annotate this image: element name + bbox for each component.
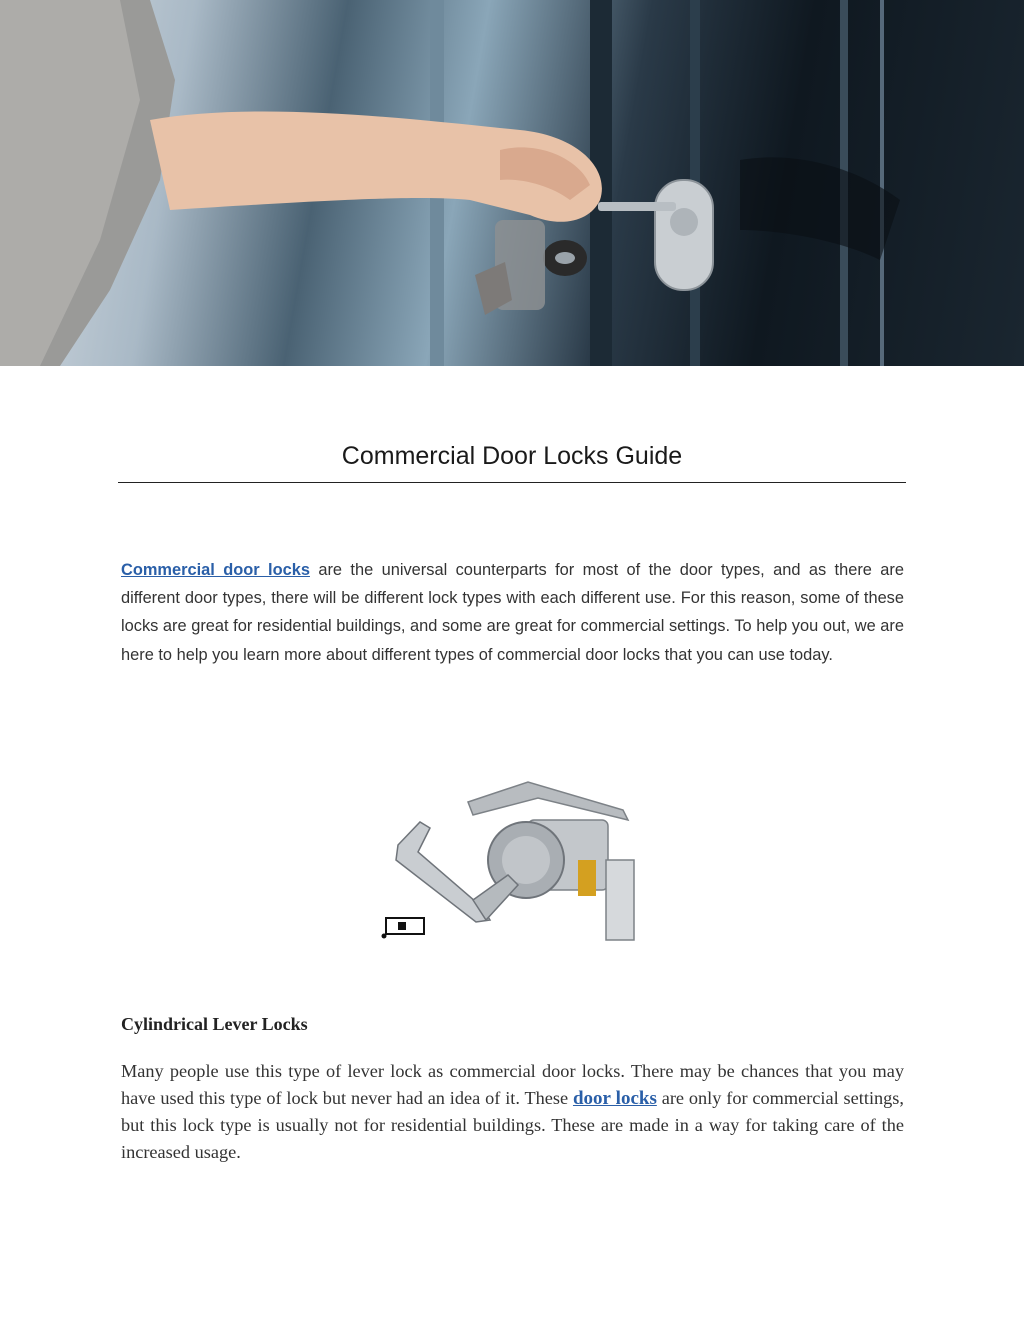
section-paragraph: [121, 1058, 904, 1166]
lever-symbol-icon: [382, 918, 425, 939]
hero-illustration: [0, 0, 1024, 366]
intro-text: are the universal counterparts for most of the door types, and as there are different door types, there will be different lock types with each different use. For this reason, some of these locks are great for residential buildings, and some are great for commercial settings. To help you out, we are here to help you learn more about different types of commercial door locks that you can use today.: [121, 561, 904, 664]
lever-lock-icon: [378, 760, 648, 950]
section-text-after: are only for commercial settings, but this lock type is usually not for residential buildings. These are made in a way for taking care of the increased usage.: [121, 1088, 904, 1162]
page-title: Commercial Door Locks Guide: [341, 442, 683, 470]
title-divider: [118, 482, 906, 483]
door-locks-link[interactable]: door locks: [572, 1088, 657, 1109]
section-heading: Cylindrical Lever Locks: [121, 1014, 308, 1034]
door-frame-bar: [880, 0, 884, 366]
key-icon: [598, 202, 676, 211]
intro-paragraph: [121, 556, 904, 669]
commercial-door-locks-link[interactable]: Commercial door locks: [121, 561, 310, 579]
hero-image: [0, 0, 1024, 366]
section-text-before: Many people use this type of lever lock as commercial door locks. There may be chances that you may have used this type of lock but never had an idea of it. These: [121, 1061, 904, 1108]
lever-lock-image: [378, 760, 648, 950]
